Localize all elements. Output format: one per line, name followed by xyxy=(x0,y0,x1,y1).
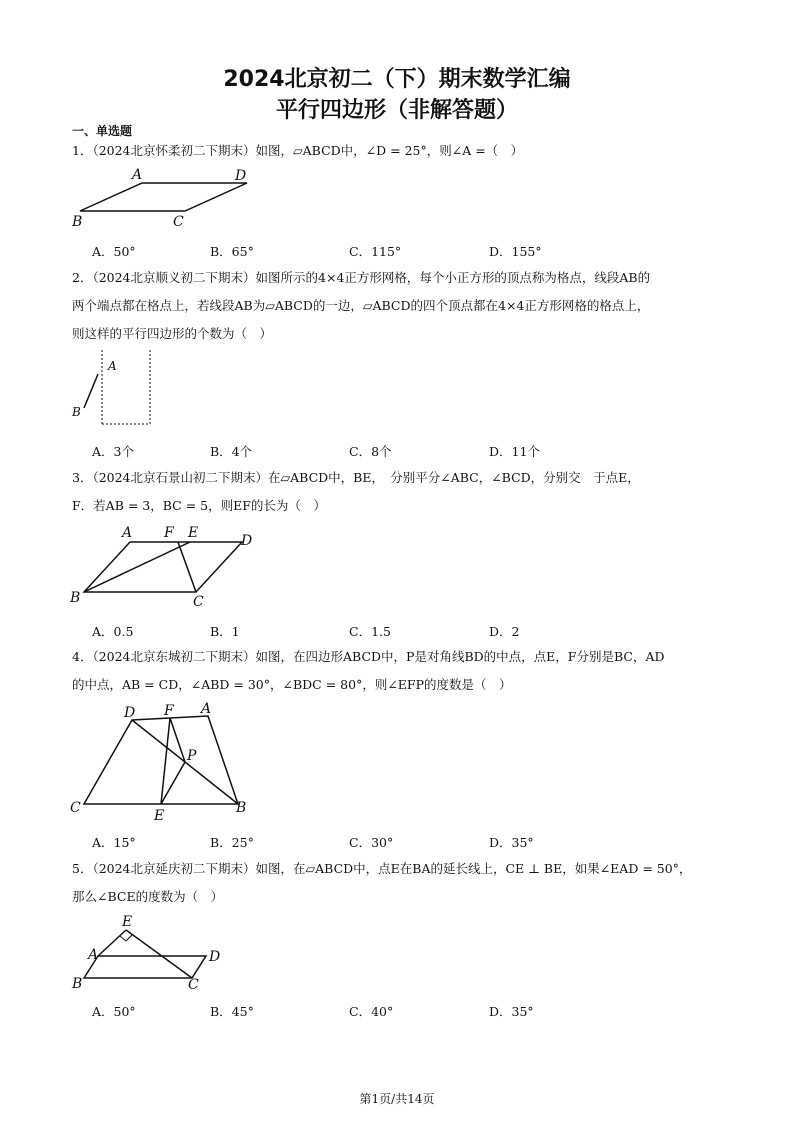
label-e: E xyxy=(154,808,165,824)
question-1-figure xyxy=(72,166,262,232)
segment-ab xyxy=(84,374,98,408)
q4-option-b: B．25° xyxy=(210,835,254,850)
question-3-figure xyxy=(68,522,268,612)
label-d: D xyxy=(235,168,247,184)
question-4-line-1: 4．（2024北京东城初二下期末）如图，在四边形ABCD中，P是对角线BD的中点，点E，F分别是BC，AD xyxy=(72,649,665,664)
label-d: D xyxy=(124,705,136,721)
label-a: A xyxy=(108,359,117,373)
q3-option-a: A．0.5 xyxy=(92,624,134,639)
question-2-figure xyxy=(70,348,170,430)
q4-option-d: D．35° xyxy=(489,835,534,850)
right-angle-mark xyxy=(120,935,132,941)
question-2-line-2: 两个端点都在格点上，若线段AB为▱ABCD的一边，▱ABCD的四个顶点都在4×4正方形网格的格点上， xyxy=(72,298,650,313)
parallelogram-abcd xyxy=(80,183,247,211)
q1-option-d: D．155° xyxy=(489,244,542,259)
section-heading: 一、单选题 xyxy=(72,124,133,138)
label-a: A xyxy=(132,167,143,183)
label-d: D xyxy=(209,949,221,965)
label-b: B xyxy=(72,976,83,992)
q3-option-d: D．2 xyxy=(489,624,520,639)
q2-option-b: B．4个 xyxy=(210,444,253,459)
label-f: F xyxy=(164,525,174,541)
label-a: A xyxy=(88,947,99,963)
label-f: F xyxy=(164,703,174,719)
q5-option-a: A．50° xyxy=(92,1004,136,1019)
label-p: P xyxy=(187,748,197,764)
q3-option-b: B．1 xyxy=(210,624,240,639)
label-c: C xyxy=(173,214,184,230)
q3-option-c: C．1.5 xyxy=(349,624,391,639)
q2-option-c: C．8个 xyxy=(349,444,392,459)
page-footer: 第1页/共14页 xyxy=(359,1092,435,1106)
label-b: B xyxy=(72,405,81,419)
page-title: 2024北京初二（下）期末数学汇编 xyxy=(223,67,571,92)
label-c: C xyxy=(188,977,199,992)
question-4-line-2: 的中点，AB = CD，∠ABD = 30°，∠BDC = 80°，则∠EFP的度数是（ ） xyxy=(72,677,512,692)
question-1-text: 1．（2024北京怀柔初二下期末）如图，▱ABCD中，∠D = 25°，则∠A =（ ） xyxy=(72,143,524,158)
label-e: E xyxy=(122,914,133,930)
q1-option-b: B．65° xyxy=(210,244,254,259)
bisector-be xyxy=(84,542,190,592)
question-3-line-2: F．若AB = 3，BC = 5，则EF的长为（ ） xyxy=(72,498,326,513)
label-a: A xyxy=(122,525,133,541)
segment-ec xyxy=(126,930,192,978)
question-5-line-1: 5．（2024北京延庆初二下期末）如图，在▱ABCD中，点E在BA的延长线上，CE ⊥ BE，如果∠EAD = 50°， xyxy=(72,861,692,876)
q1-option-c: C．115° xyxy=(349,244,402,259)
label-c: C xyxy=(70,800,81,816)
q2-option-d: D．11个 xyxy=(489,444,540,459)
label-e: E xyxy=(188,525,199,541)
question-5-figure xyxy=(70,912,230,992)
label-c: C xyxy=(193,594,204,610)
q5-option-d: D．35° xyxy=(489,1004,534,1019)
label-b: B xyxy=(72,214,83,230)
question-4-figure xyxy=(68,702,268,826)
q1-option-a: A．50° xyxy=(92,244,136,259)
parallelogram-abcd xyxy=(84,542,242,592)
extension-ae xyxy=(98,930,126,956)
q2-option-a: A．3个 xyxy=(92,444,134,459)
label-b: B xyxy=(236,800,247,816)
question-5-line-2: 那么∠BCE的度数为（ ） xyxy=(72,889,224,904)
quadrilateral-abcd xyxy=(84,716,238,804)
q5-option-c: C．40° xyxy=(349,1004,394,1019)
page-subtitle: 平行四边形（非解答题） xyxy=(275,98,518,123)
label-d: D xyxy=(241,533,253,549)
question-3-line-1: 3．（2024北京石景山初二下期末）在▱ABCD中，BE， 分别平分∠ABC，∠BCD，分别交 于点E， xyxy=(72,470,640,485)
question-2-line-3: 则这样的平行四边形的个数为（ ） xyxy=(72,326,273,341)
q4-option-c: C．30° xyxy=(349,835,394,850)
label-a: A xyxy=(201,702,212,717)
bisector-cf xyxy=(178,542,196,592)
q4-option-a: A．15° xyxy=(92,835,136,850)
question-2-line-1: 2．（2024北京顺义初二下期末）如图所示的4×4正方形网格，每个小正方形的顶点称为格点，线段AB的 xyxy=(72,270,651,285)
q5-option-b: B．45° xyxy=(210,1004,254,1019)
label-b: B xyxy=(70,590,81,606)
